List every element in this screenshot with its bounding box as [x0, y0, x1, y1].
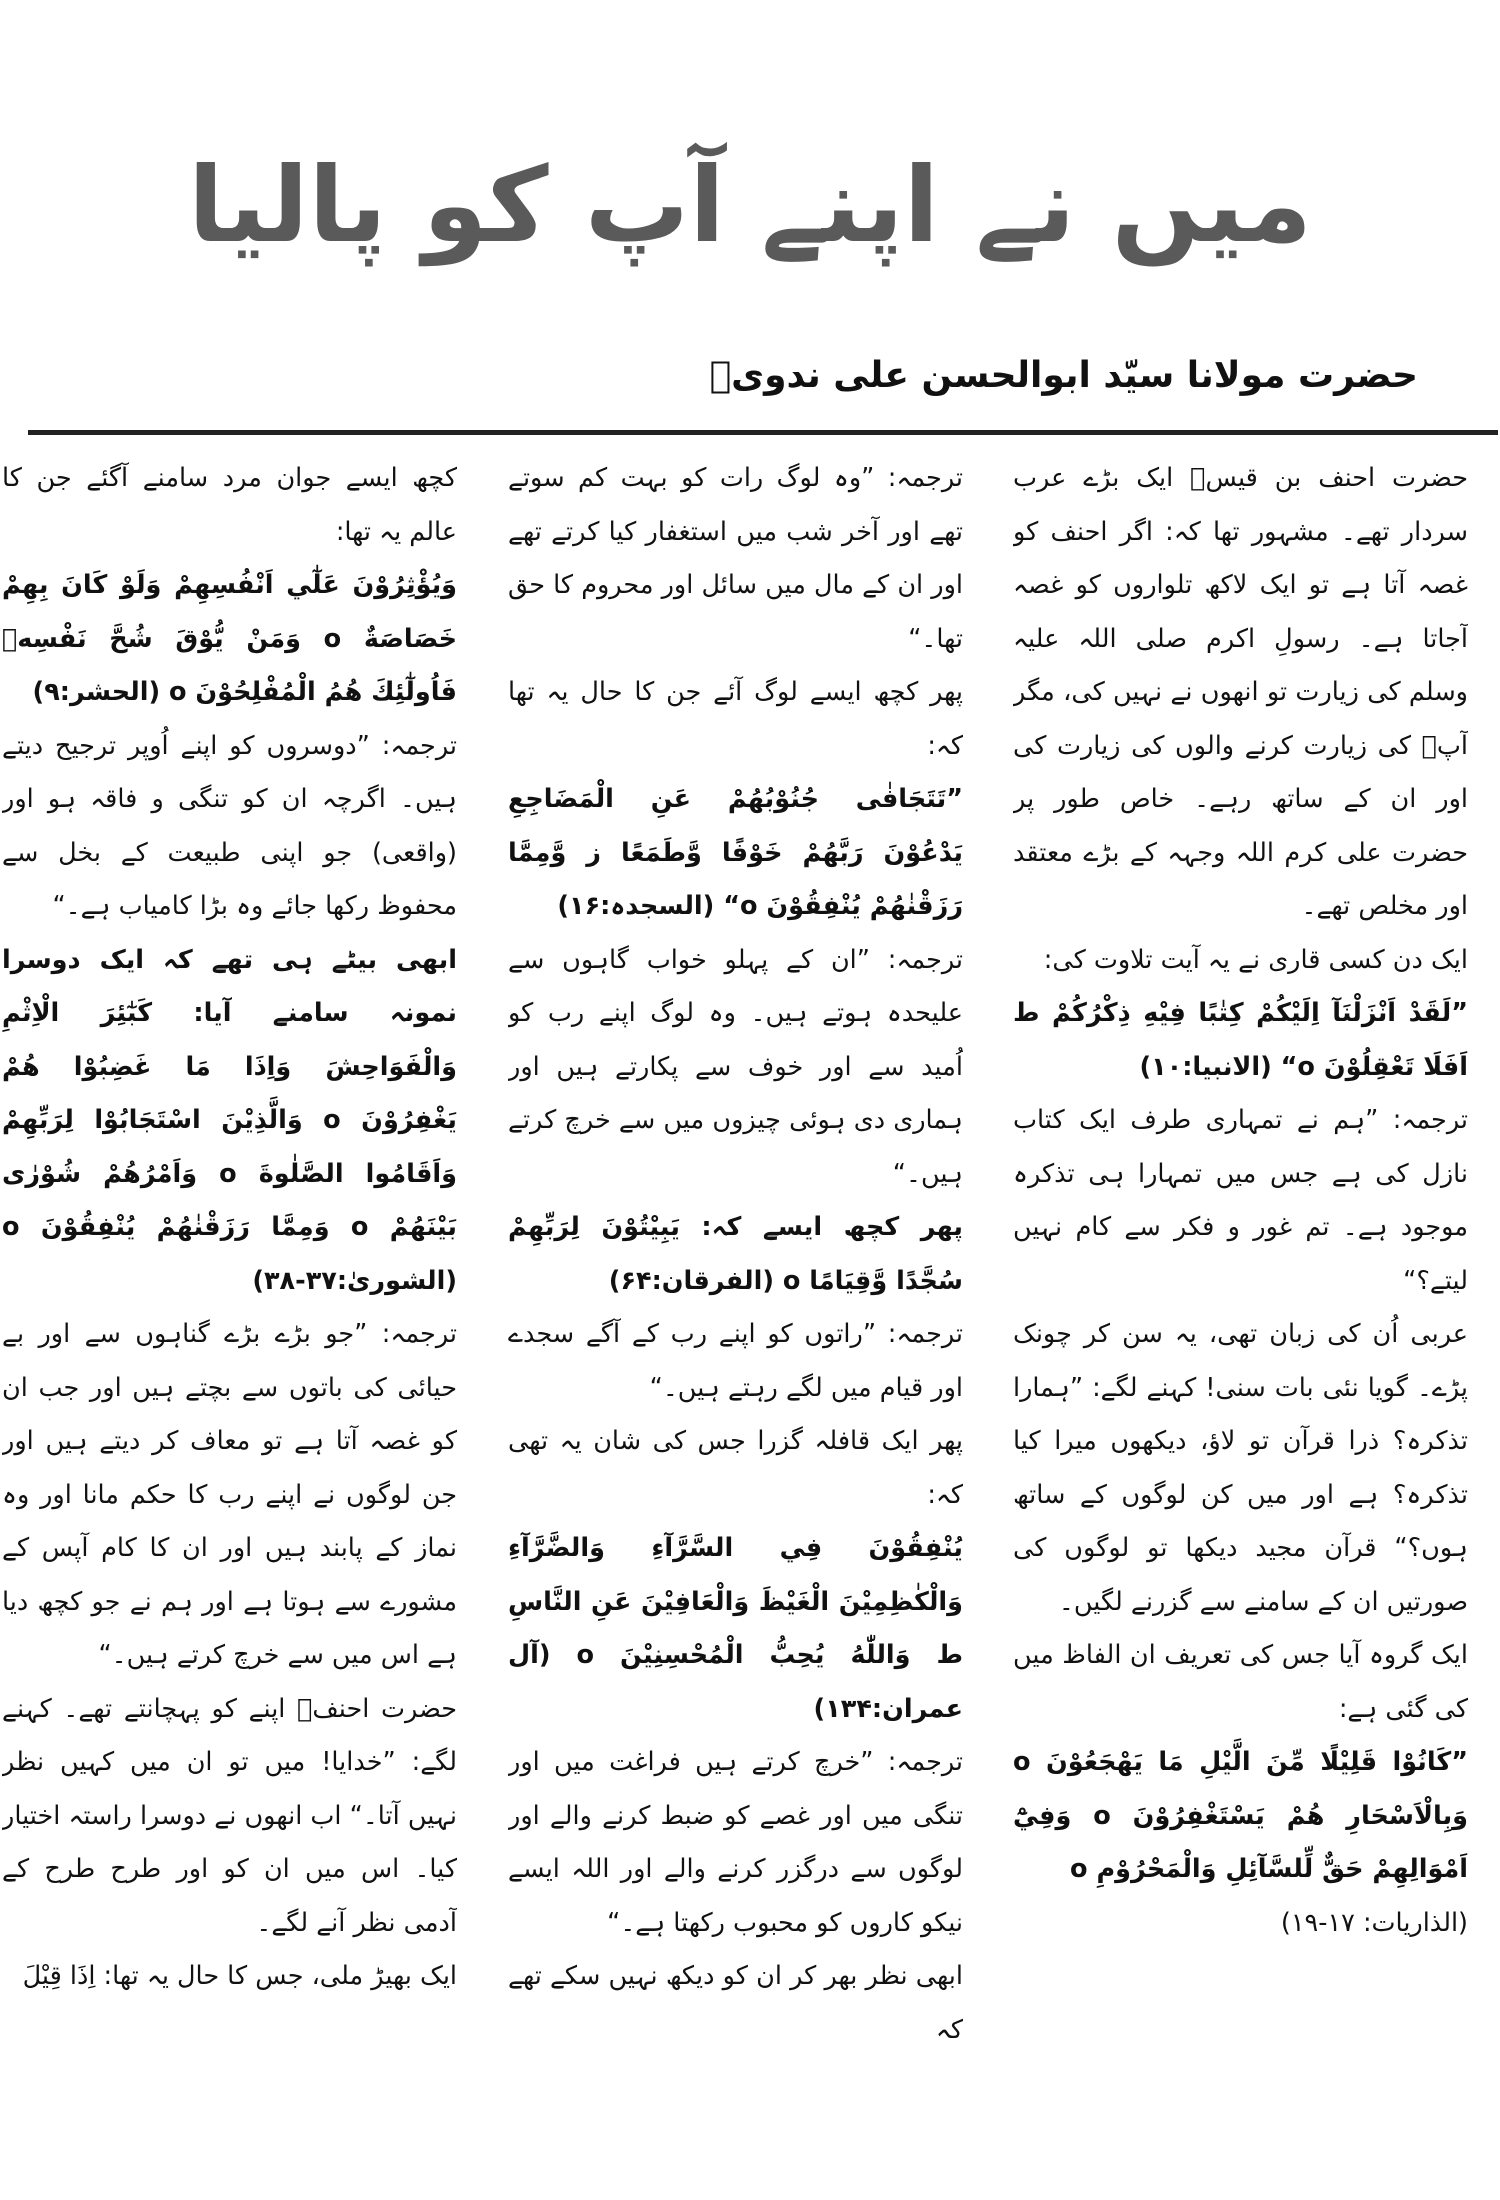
translation: ترجمہ: ”وہ لوگ رات کو بہت کم سوتے تھے اور آخر شب میں استغفار کیا کرتے تھے اور ان کے مال میں سائل اور محروم کا حق تھا۔“ — [508, 463, 963, 654]
translation: ترجمہ: ”خرچ کرتے ہیں فراغت میں اور تنگی میں اور غصے کو ضبط کرنے والے اور لوگوں سے درگزر کرنے والے اور اللہ ایسے نیکو کاروں کو محبوب رکھتا ہے۔“ — [508, 1747, 963, 1938]
quran-verse: ”لَقَدْ اَنْزَلْنَآ اِلَيْكُمْ كِتٰبًا فِيْهِ ذِكْرُكُمْ ط اَفَلَا تَعْقِلُوْنَ o“ (الانبیا:۱۰) — [1013, 998, 1468, 1082]
quran-verse: پھر کچھ ایسے کہ: يَبِيْتُوْنَ لِرَبِّهِمْ سُجَّدًا وَّقِيَامًا o (الفرقان:۶۴) — [508, 1212, 963, 1296]
paragraph: حضرت احنفؓ اپنے کو پہچانتے تھے۔ کہنے لگے: ”خدایا! میں تو ان میں کہیں نظر نہیں آتا۔“ اب انھوں نے دوسرا راستہ اختیار کیا۔ اس میں ان کو اور طرح طرح کے آدمی نظر آنے لگے۔ — [2, 1693, 457, 1938]
article-author: حضرت مولانا سیّد ابوالحسن علی ندویؒ — [709, 355, 1418, 396]
text-column-2 — [508, 452, 963, 2182]
quran-verse: ”تَتَجَافٰى جُنُوْبُهُمْ عَنِ الْمَضَاجِعِ يَدْعُوْنَ رَبَّهُمْ خَوْفًا وَّطَمَعًا ز وَّمِمَّا رَزَقْنٰهُمْ يُنْفِقُوْنَ o“ (السجدہ:۱۶) — [508, 784, 963, 921]
paragraph: ایک بھیڑ ملی، جس کا حال یہ تھا: اِذَا قِيْلَ — [22, 1961, 457, 1991]
paragraph: کچھ ایسے جوان مرد سامنے آگئے جن کا عالم یہ تھا: — [2, 463, 457, 547]
quran-verse: ”كَانُوْا قَلِيْلًا مِّنَ الَّيْلِ مَا يَهْجَعُوْنَ o وَبِالْاَسْحَارِ هُمْ يَسْتَغْفِرُوْنَ o وَفِيْٓ اَمْوَالِهِمْ حَقٌّ لِّلسَّآئِلِ وَالْمَحْرُوْمِ o — [1013, 1747, 1468, 1884]
article-title: میں نے اپنے آپ کو پالیا — [187, 144, 1313, 266]
text-column-3 — [2, 452, 457, 2182]
paragraph: ابھی نظر بھر کر ان کو دیکھ نہیں سکے تھے کہ — [508, 1961, 963, 2045]
paragraph: ایک گروہ آیا جس کی تعریف ان الفاظ میں کی گئی ہے: — [1013, 1640, 1468, 1724]
paragraph: پھر ایک قافلہ گزرا جس کی شان یہ تھی کہ: — [508, 1426, 963, 1510]
quran-verse: ابھی بیٹے ہی تھے کہ ایک دوسرا نمونہ سامنے آیا: كَبٰٓئِرَ الْاِثْمِ وَالْفَوَاحِشَ وَاِذَا مَا غَضِبُوْا هُمْ يَغْفِرُوْنَ o وَالَّذِيْنَ اسْتَجَابُوْا لِرَبِّهِمْ وَاَقَامُوا الصَّلٰوةَ o وَاَمْرُهُمْ شُوْرٰى بَيْنَهُمْ o وَمِمَّا رَزَقْنٰهُمْ يُنْفِقُوْنَ o (الشوریٰ:۳۷-۳۸) — [2, 944, 457, 1296]
translation: ترجمہ: ”جو بڑے بڑے گناہوں سے اور بے حیائی کی باتوں سے بچتے ہیں اور جب ان کو غصہ آتا ہے تو معاف کر دیتے ہیں اور جن لوگوں نے اپنے رب کا حکم مانا اور وہ نماز کے پابند ہیں اور ان کا کام آپس کے مشورے سے ہوتا ہے اور ہم نے جو کچھ دیا ہے اس میں سے خرچ کرتے ہیں۔“ — [2, 1319, 457, 1670]
translation: ترجمہ: ”دوسروں کو اپنے اُوپر ترجیح دیتے ہیں۔ اگرچہ ان کو تنگی و فاقہ ہو اور (واقعی) جو اپنی طبیعت کے بخل سے محفوظ رکھا جائے وہ بڑا کامیاب ہے۔“ — [2, 730, 457, 921]
translation: ترجمہ: ”راتوں کو اپنے رب کے آگے سجدے اور قیام میں لگے رہتے ہیں۔“ — [508, 1319, 963, 1403]
quran-verse: يُنْفِقُوْنَ فِي السَّرَّآءِ وَالضَّرَّآءِ وَالْكٰظِمِيْنَ الْغَيْظَ وَالْعَافِيْنَ عَنِ النَّاسِ ط وَاللّٰهُ يُحِبُّ الْمُحْسِنِيْنَ o (آل عمران:۱۳۴) — [508, 1533, 963, 1724]
verse-reference: (الذاریات: ۱۷-۱۹) — [1280, 1907, 1468, 1938]
translation: ترجمہ: ”ان کے پہلو خواب گاہوں سے علیحدہ ہوتے ہیں۔ وہ لوگ اپنے رب کو اُمید سے اور خوف سے پکارتے ہیں اور ہماری دی ہوئی چیزوں میں سے خرچ کرتے ہیں۔“ — [508, 944, 963, 1189]
paragraph: ایک دن کسی قاری نے یہ آیت تلاوت کی: — [1043, 944, 1468, 975]
paragraph: حضرت احنف بن قیسؓ ایک بڑے عرب سردار تھے۔ مشہور تھا کہ: اگر احنف کو غصہ آتا ہے تو ایک لاکھ تلواروں کو غصہ آجاتا ہے۔ رسولِ اکرم صلی اللہ علیہ وسلم کی زیارت تو انھوں نے نہیں کی، مگر آپؐ کی زیارت کرنے والوں کی زیارت کی اور ان کے ساتھ رہے۔ خاص طور پر حضرت علی کرم اللہ وجہہ کے بڑے معتقد اور مخلص تھے۔ — [1013, 463, 1468, 921]
quran-verse: وَيُؤْثِرُوْنَ عَلٰٓي اَنْفُسِهِمْ وَلَوْ كَانَ بِهِمْ خَصَاصَةٌ o وَمَنْ يُّوْقَ شُحَّ نَفْسِهٖ فَاُولٰٓئِكَ هُمُ الْمُفْلِحُوْنَ o (الحشر:۹) — [2, 570, 457, 707]
paragraph: پھر کچھ ایسے لوگ آئے جن کا حال یہ تھا کہ: — [508, 677, 963, 761]
translation: ترجمہ: ”ہم نے تمہاری طرف ایک کتاب نازل کی ہے جس میں تمہارا ہی تذکرہ موجود ہے۔ تم غور و فکر سے کام نہیں لیتے؟“ — [1013, 1105, 1468, 1296]
paragraph: عربی اُن کی زبان تھی، یہ سن کر چونک پڑے۔ گویا نئی بات سنی! کہنے لگے: ”ہمارا تذکرہ؟ ذرا قرآن تو لاؤ، دیکھوں میرا کیا تذکرہ؟ ہے اور میں کن لوگوں کے ساتھ ہوں؟“ قرآن مجید دیکھا تو لوگوں کی صورتیں ان کے سامنے سے گزرنے لگیں۔ — [1013, 1319, 1468, 1617]
header-divider — [28, 430, 1498, 435]
text-column-1 — [1013, 452, 1468, 2182]
